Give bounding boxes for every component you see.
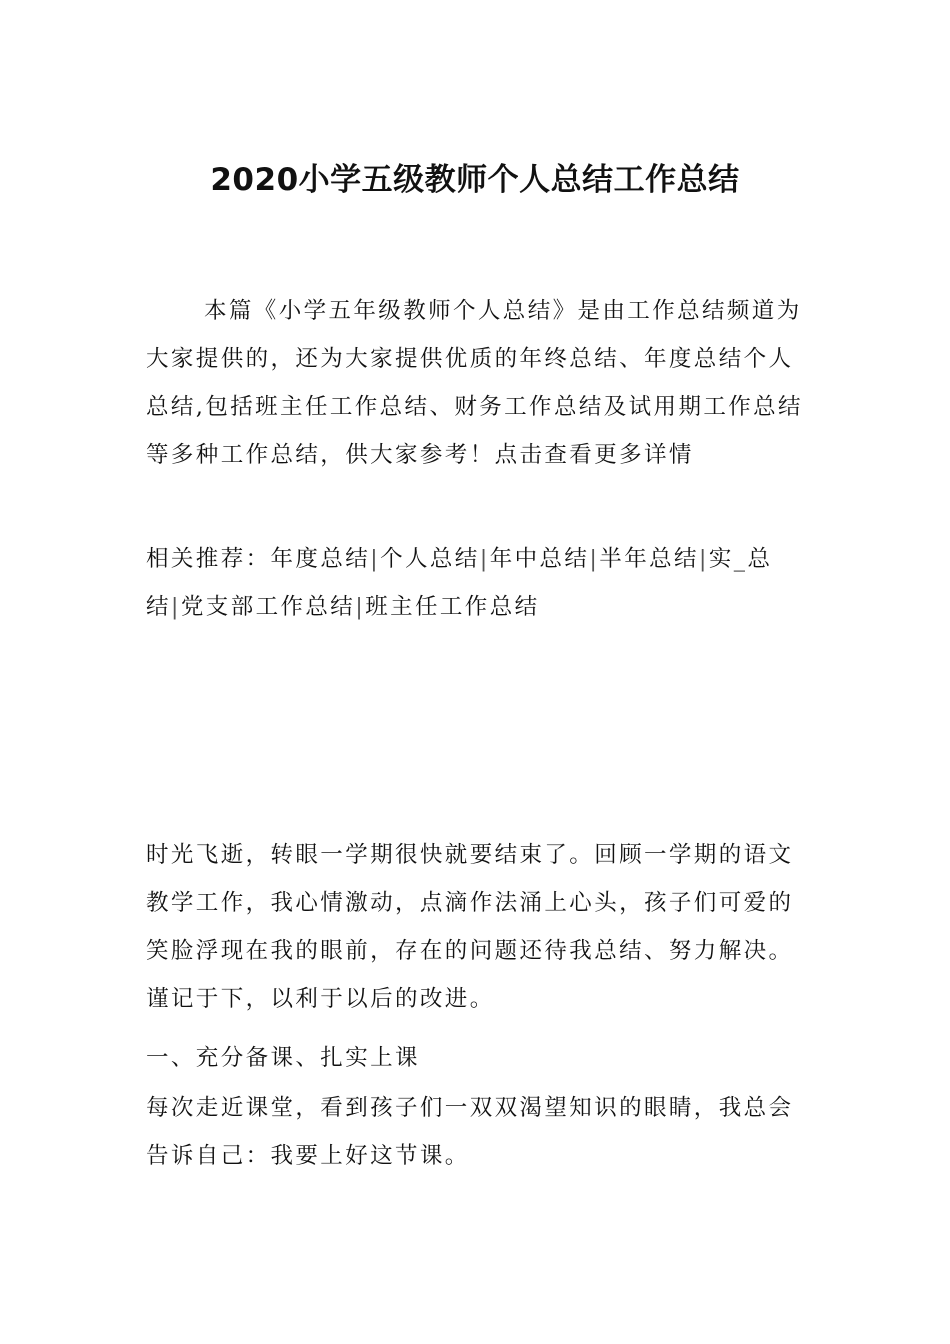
related-link[interactable]: 班主任工作总结: [365, 594, 540, 620]
intro-paragraph: 本篇《小学五年级教师个人总结》是由工作总结频道为大家提供的，还为大家提供优质的年终总结、年度总结个人总结,包括班主任工作总结、财务工作总结及试用期工作总结等多种工作总结，供大家参考！点击查看更多详情: [146, 298, 803, 468]
body-paragraph-2: 每次走近课堂，看到孩子们一双双渴望知识的眼睛，我总会告诉自己：我要上好这节课。: [146, 1095, 794, 1169]
link-separator: |: [370, 546, 381, 572]
related-link[interactable]: 年中总结: [489, 546, 590, 572]
link-separator: |: [479, 546, 490, 572]
related-link[interactable]: 个人总结: [380, 546, 480, 572]
related-link[interactable]: 年度总结: [270, 546, 371, 572]
related-label: 相关推荐：: [146, 546, 271, 572]
related-link[interactable]: 实_总结: [146, 546, 773, 620]
related-link[interactable]: 党支部工作总结: [180, 594, 356, 620]
body-paragraph-1: 时光飞逝，转眼一学期很快就要结束了。回顾一学期的语文教学工作，我心情激动，点滴作法涌上心头，孩子们可爱的笑脸浮现在我的眼前，存在的问题还待我总结、努力解决。谨记于下，以利于以后的改进。: [146, 842, 794, 1012]
link-separator: |: [170, 594, 181, 620]
link-separator: |: [355, 594, 366, 620]
link-separator: |: [698, 546, 709, 572]
related-link[interactable]: 半年总结: [599, 546, 699, 572]
section-heading: 一、充分备课、扎实上课: [146, 1045, 420, 1071]
related-recommendations: [146, 535, 806, 631]
document-title: 2020小学五级教师个人总结工作总结: [210, 162, 740, 198]
link-separator: |: [589, 546, 600, 572]
